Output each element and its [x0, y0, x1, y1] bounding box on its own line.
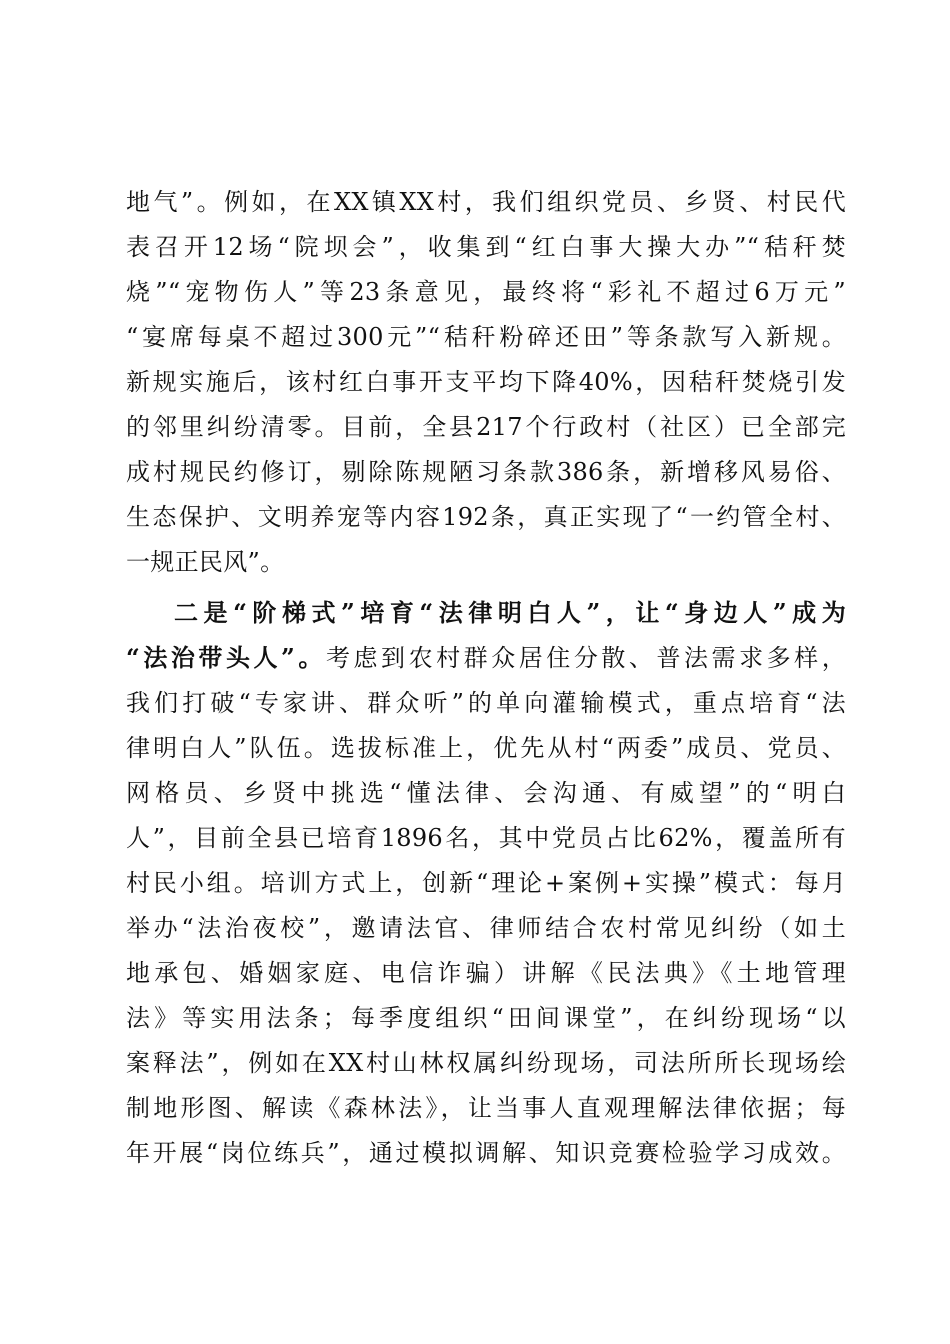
- paragraph-2-heading-tail: “法治带头人”。: [126, 643, 326, 672]
- paragraph-2-line: 网格员、乡贤中挑选“懂法律、会沟通、有威望”的“明白: [126, 779, 846, 807]
- paragraph-2-line: 举办“法治夜校”，邀请法官、律师结合农村常见纠纷（如土: [126, 914, 846, 942]
- paragraph-2-line: 律明白人”队伍。选拔标准上，优先从村“两委”成员、党员、: [126, 734, 846, 762]
- paragraph-2-line: 法》等实用法条；每季度组织“田间课堂”，在纠纷现场“以: [126, 1004, 846, 1032]
- paragraph-2-heading-line-2: [126, 638, 846, 678]
- paragraph-1-line: 表召开12场“院坝会”，收集到“红白事大操大办”“秸秆焚: [126, 233, 846, 261]
- paragraph-1-line: 的邻里纠纷清零。目前，全县217个行政村（社区）已全部完: [126, 413, 846, 441]
- paragraph-2-line: 村民小组。培训方式上，创新“理论+案例+实操”模式：每月: [126, 869, 846, 897]
- paragraph-2-first-sentence: 考虑到农村群众居住分散、普法需求多样，: [325, 644, 847, 672]
- paragraph-2-line: 地承包、婚姻家庭、电信诈骗）讲解《民法典》《土地管理: [126, 959, 846, 987]
- paragraph-1-line: “宴席每桌不超过300元”“秸秆粉碎还田”等条款写入新规。: [126, 323, 846, 351]
- paragraph-2-line: 制地形图、解读《森林法》，让当事人直观理解法律依据；每: [126, 1094, 846, 1122]
- paragraph-2-heading: 二是“阶梯式”培育“法律明白人”，让“身边人”成为: [174, 598, 846, 627]
- paragraph-1-line: 成村规民约修订，剔除陈规陋习条款386条，新增移风易俗、: [126, 458, 846, 486]
- paragraph-2-line: 年开展“岗位练兵”，通过模拟调解、知识竞赛检验学习成效。: [126, 1139, 846, 1167]
- paragraph-1-line: 地气”。例如，在XX镇XX村，我们组织党员、乡贤、村民代: [126, 188, 846, 216]
- paragraph-2-line: 人”，目前全县已培育1896名，其中党员占比62%，覆盖所有: [126, 824, 846, 852]
- paragraph-2-line: 我们打破“专家讲、群众听”的单向灌输模式，重点培育“法: [126, 689, 846, 717]
- paragraph-1-line: 一规正民风”。: [126, 548, 285, 576]
- paragraph-1-line: 生态保护、文明养宠等内容192条，真正实现了“一约管全村、: [126, 503, 846, 531]
- paragraph-1-line: 新规实施后，该村红白事开支平均下降40%，因秸秆焚烧引发: [126, 368, 846, 396]
- paragraph-2-line: 案释法”，例如在XX村山林权属纠纷现场，司法所所长现场绘: [126, 1049, 846, 1077]
- paragraph-1-line: 烧”“宠物伤人”等23条意见，最终将“彩礼不超过6万元”: [126, 278, 846, 306]
